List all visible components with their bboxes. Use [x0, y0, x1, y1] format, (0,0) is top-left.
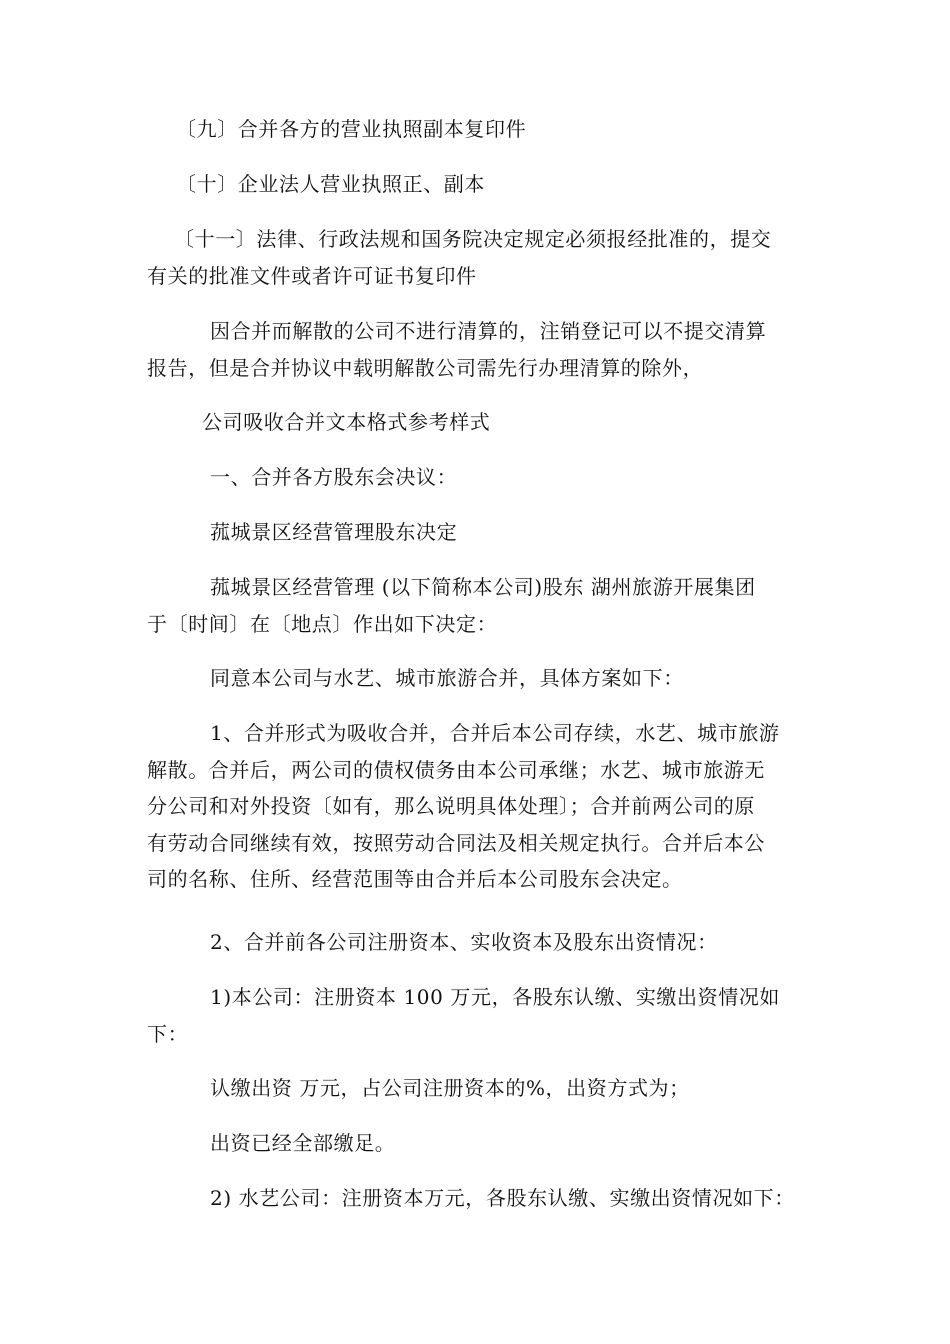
text-line: 于〔时间〕在〔地点〕作出如下决定： [147, 611, 498, 636]
text-line: 下： [147, 1021, 189, 1046]
text-line: 〔十一〕法律、行政法规和国务院决定规定必须报经批准的，提交 [174, 227, 772, 251]
text-line: 认缴出资 万元，占公司注册资本的%，出资方式为； [210, 1076, 690, 1100]
decision-title [210, 514, 457, 551]
subscribed-capital [210, 1070, 690, 1107]
text-line: 出资已经全部缴足。 [210, 1131, 396, 1155]
sample-heading [202, 404, 490, 441]
clause-1 [147, 715, 780, 898]
text-line: 分公司和对外投资〔如有，那么说明具体处理〕；合并前两公司的原 [147, 794, 755, 818]
text-line: 〔九〕合并各方的营业执照副本复印件 [176, 117, 527, 141]
text-line: 报告，但是合并协议中载明解散公司需先行办理清算的除外， [147, 355, 704, 380]
text-line: 公司吸收合并文本格式参考样式 [202, 410, 491, 434]
item-10 [176, 166, 485, 203]
text-line: 2、合并前各公司注册资本、实收资本及股东出资情况： [210, 930, 718, 954]
item-9 [176, 111, 526, 148]
text-line: 菰城景区经营管理股东决定 [210, 520, 458, 544]
text-line: 菰城景区经营管理 (以下简称本公司)股东 湖州旅游开展集团 [210, 575, 756, 599]
section-1-heading [210, 459, 457, 496]
text-line: 司的名称、住所、经营范围等由合并后本公司股东会决定。 [147, 867, 683, 891]
text-line: 解散。合并后，两公司的债权债务由本公司承继；水艺、城市旅游无 [147, 757, 765, 782]
text-line: 1、合并形式为吸收合并，合并后本公司存续，水艺、城市旅游 [210, 721, 780, 745]
item-11 [147, 221, 771, 294]
text-line: 1)本公司：注册资本 100 万元，各股东认缴、实缴出资情况如 [210, 985, 781, 1009]
paid-in-note [210, 1125, 395, 1162]
text-line: 有劳动合同继续有效，按照劳动合同法及相关规定执行。合并后本公 [147, 830, 765, 855]
clause-2-2 [210, 1180, 795, 1217]
text-line: 因合并而解散的公司不进行清算的，注销登记可以不提交清算 [210, 319, 767, 343]
decision-intro [147, 569, 756, 642]
text-line: 同意本公司与水艺、城市旅游合并，具体方案如下： [210, 666, 684, 690]
dissolution-note [147, 313, 766, 386]
text-line: 2) 水艺公司：注册资本万元，各股东认缴、实缴出资情况如下： [210, 1186, 795, 1210]
text-line: 有关的批准文件或者许可证书复印件 [147, 263, 477, 288]
clause-2 [210, 924, 718, 961]
merger-agreement [210, 660, 684, 697]
clause-2-1 [147, 979, 780, 1052]
text-line: 一、合并各方股东会决议： [210, 465, 458, 489]
text-line: 〔十〕企业法人营业执照正、副本 [176, 172, 485, 196]
